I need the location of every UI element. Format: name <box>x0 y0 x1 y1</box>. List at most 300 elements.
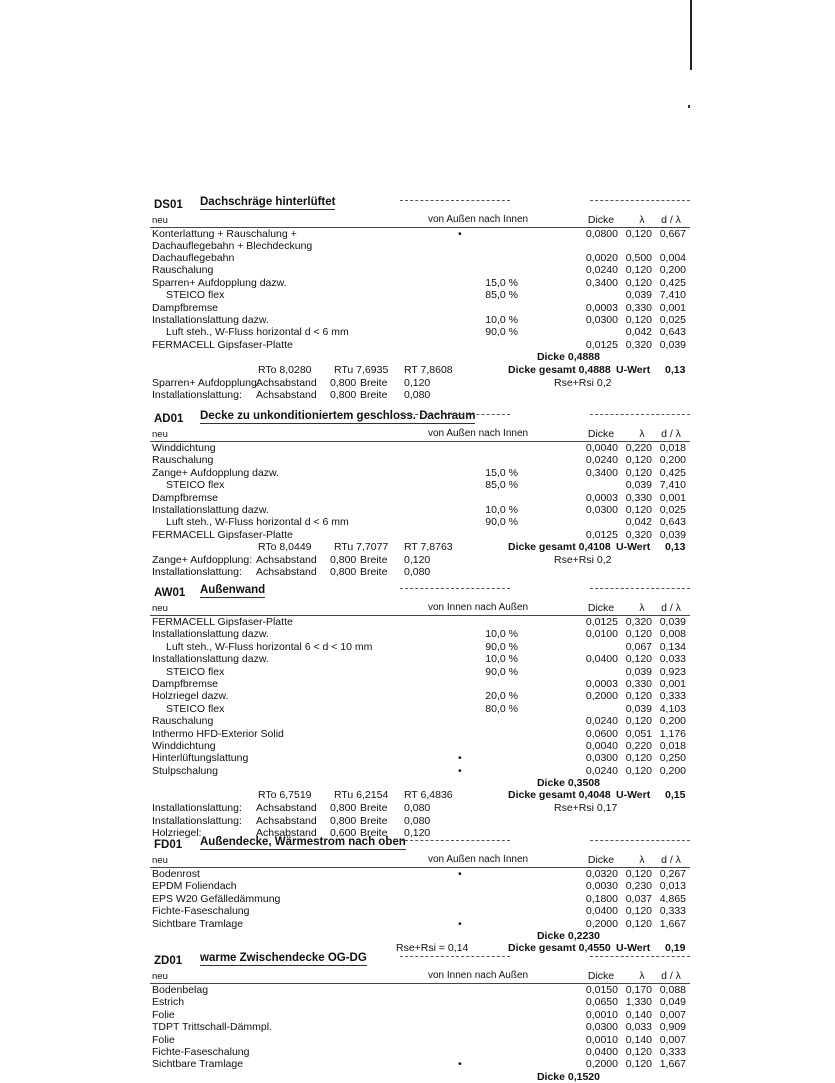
layer-thickness: 0,0125 <box>585 616 618 628</box>
layer-thickness: 0,0300 <box>585 503 618 516</box>
spacing-type: Achsabstand <box>256 388 317 401</box>
layer-thickness: 0,0600 <box>585 727 618 740</box>
layer-lambda: 0,039 <box>625 665 652 678</box>
column-header-row <box>150 970 690 984</box>
spacing-a: 0,800 <box>330 376 357 389</box>
layer-lambda: 0,330 <box>625 301 652 314</box>
section-code: AW01 <box>154 587 186 599</box>
header-thickness: Dicke <box>587 428 615 440</box>
layer-percent: 10,0 % <box>485 628 518 641</box>
column-header-row <box>150 214 690 228</box>
rt-value: RT 6,4836 <box>404 789 453 802</box>
layer-percent: 10,0 % <box>485 313 518 326</box>
layer-name: FERMACELL Gipsfaser-Platte <box>152 616 293 628</box>
layer-ratio: 0,333 <box>659 905 686 918</box>
layer-ratio: 1,667 <box>659 1058 686 1071</box>
layer-percent: 90,0 % <box>485 326 518 339</box>
layer-name: Winddichtung <box>152 442 216 454</box>
rto-value: RTo 8,0280 <box>258 363 312 376</box>
u-value: 0,13 <box>665 363 686 376</box>
layer-name: Konterlattung + Rauschalung + Dachauflegebahn + Blechdeckung <box>152 228 313 252</box>
layer-ratio: 0,200 <box>659 264 686 277</box>
dashed-rule <box>590 840 690 841</box>
layer-name: Rauschalung <box>152 715 214 728</box>
layer-thickness: 0,0125 <box>585 338 618 351</box>
layer-thickness: 0,2000 <box>585 1058 618 1071</box>
header-lambda: λ <box>639 854 645 866</box>
section-title-row <box>150 584 690 602</box>
layer-lambda: 0,067 <box>625 640 652 653</box>
u-value-label: U-Wert <box>616 942 651 955</box>
layer-row <box>150 1046 690 1058</box>
section-title-row <box>150 952 690 970</box>
layer-percent: 10,0 % <box>485 653 518 666</box>
layer-name: Hinterlüftungslattung <box>152 752 249 765</box>
header-ratio: d / λ <box>661 970 681 982</box>
spacing-w: 0,080 <box>404 802 431 815</box>
layer-lambda: 0,120 <box>625 628 652 641</box>
layer-row <box>150 277 690 289</box>
layer-thickness: 0,0020 <box>585 252 618 264</box>
spacing-row <box>150 389 690 401</box>
layer-lambda: 0,320 <box>625 338 652 351</box>
thickness-subtotal: Dicke 0,3508 <box>536 777 600 790</box>
layer-row <box>150 616 690 628</box>
layer-name: Estrich <box>152 996 185 1009</box>
layer-thickness: 0,0030 <box>585 880 618 893</box>
layer-lambda: 1,330 <box>625 996 652 1009</box>
layer-name: Bodenrost <box>152 868 200 880</box>
layer-name: Luft steh., W-Fluss horizontal 6 < d < 10 mm <box>166 640 373 653</box>
layer-row <box>150 467 690 479</box>
layer-row <box>150 678 690 690</box>
spacing-row <box>150 566 690 578</box>
layer-name: Inthermo HFD-Exterior Solid <box>152 727 284 740</box>
layer-mark: • <box>458 228 462 240</box>
direction-label: von Außen nach Innen <box>428 854 529 865</box>
rto-value: RTo 8,0449 <box>258 541 312 554</box>
thickness-subtotal-row <box>150 777 690 789</box>
layer-name: Installationslattung dazw. <box>152 628 269 641</box>
total-thickness: Dicke gesamt 0,4048 <box>508 789 611 802</box>
layer-ratio: 4,103 <box>659 702 686 715</box>
header-thickness: Dicke <box>587 214 615 226</box>
layer-lambda: 0,220 <box>625 442 652 454</box>
layer-row <box>150 641 690 653</box>
layer-name: Fichte-Faseschalung <box>152 1045 250 1058</box>
layer-name: Rauschalung <box>152 264 214 277</box>
layer-row <box>150 339 690 351</box>
layer-row <box>150 326 690 338</box>
thickness-subtotal: Dicke 0,4888 <box>536 351 600 364</box>
section-subtitle: neu <box>152 215 168 226</box>
layer-ratio: 0,643 <box>659 516 686 529</box>
dashed-rule <box>400 956 510 957</box>
spacing-a: 0,800 <box>330 814 357 827</box>
header-lambda: λ <box>639 214 645 226</box>
layer-thickness: 0,0040 <box>585 442 618 454</box>
layer-lambda: 0,120 <box>625 653 652 666</box>
layer-ratio: 0,001 <box>659 677 686 690</box>
layer-percent: 90,0 % <box>485 640 518 653</box>
layer-lambda: 0,120 <box>625 905 652 918</box>
dashed-rule <box>590 200 690 201</box>
layer-percent: 85,0 % <box>485 289 518 302</box>
spacing-label: Holzriegel: <box>152 826 202 839</box>
column-header-row <box>150 428 690 442</box>
direction-label: von Außen nach Innen <box>428 428 529 439</box>
layer-row <box>150 516 690 528</box>
dashed-rule <box>590 414 690 415</box>
spacing-b: Breite <box>360 566 388 579</box>
layer-row <box>150 454 690 466</box>
header-ratio: d / λ <box>661 214 681 226</box>
rt-value: RT 7,8608 <box>404 363 453 376</box>
layer-name: Dampfbremse <box>152 301 218 314</box>
layer-name: Luft steh., W-Fluss horizontal d < 6 mm <box>166 326 349 339</box>
layer-percent: 90,0 % <box>485 516 518 529</box>
layer-lambda: 0,039 <box>625 702 652 715</box>
layer-row <box>150 653 690 665</box>
layer-lambda: 0,330 <box>625 677 652 690</box>
section-code: AD01 <box>154 413 184 425</box>
spacing-row <box>150 554 690 566</box>
layer-lambda: 0,120 <box>625 313 652 326</box>
layer-row <box>150 264 690 276</box>
layer-lambda: 0,330 <box>625 491 652 504</box>
layer-ratio: 0,013 <box>659 880 686 893</box>
layer-lambda: 0,120 <box>625 764 652 777</box>
layer-percent: 20,0 % <box>485 690 518 703</box>
layer-lambda: 0,120 <box>625 276 652 289</box>
layer-lambda: 0,120 <box>625 454 652 467</box>
layer-ratio: 0,039 <box>659 616 686 628</box>
layer-lambda: 0,120 <box>625 228 652 240</box>
layer-ratio: 0,039 <box>659 528 686 541</box>
layer-lambda: 0,033 <box>625 1021 652 1034</box>
layer-mark: • <box>458 752 462 765</box>
u-value-label: U-Wert <box>616 789 651 802</box>
layer-ratio: 0,134 <box>659 640 686 653</box>
layer-ratio: 0,001 <box>659 301 686 314</box>
layer-percent: 15,0 % <box>485 276 518 289</box>
rtu-value: RTu 6,2154 <box>334 789 389 802</box>
layer-thickness: 0,0650 <box>585 996 618 1009</box>
layer-ratio: 0,200 <box>659 764 686 777</box>
layer-name: Sichtbare Tramlage <box>152 1058 244 1071</box>
spacing-w: 0,120 <box>404 376 431 389</box>
section-title-row <box>150 410 690 428</box>
layer-row <box>150 479 690 491</box>
layer-ratio: 0,049 <box>659 996 686 1009</box>
section-ad01 <box>150 410 690 579</box>
spacing-a: 0,800 <box>330 554 357 567</box>
layer-thickness: 0,1800 <box>585 892 618 905</box>
layer-row <box>150 442 690 454</box>
layer-lambda: 0,230 <box>625 880 652 893</box>
spacing-b: Breite <box>360 388 388 401</box>
thickness-subtotal: Dicke 0,1520 <box>536 1070 600 1083</box>
layer-thickness: 0,3400 <box>585 276 618 289</box>
layer-lambda: 0,170 <box>625 984 652 996</box>
layer-name: Dampfbremse <box>152 677 218 690</box>
section-subtitle: neu <box>152 429 168 440</box>
spacing-b: Breite <box>360 376 388 389</box>
layer-row <box>150 880 690 892</box>
layer-percent: 15,0 % <box>485 466 518 479</box>
layer-percent: 85,0 % <box>485 479 518 492</box>
section-title: Außendecke, Wärmestrom nach oben <box>200 836 406 848</box>
layer-row <box>150 996 690 1008</box>
layer-name: Stulpschalung <box>152 764 218 777</box>
layer-lambda: 0,120 <box>625 264 652 277</box>
rse-rsi-value: Rse+Rsi 0,17 <box>554 802 618 815</box>
thickness-subtotal-row <box>150 1071 690 1083</box>
layer-ratio: 0,425 <box>659 466 686 479</box>
spacing-w: 0,080 <box>404 388 431 401</box>
spacing-a: 0,600 <box>330 826 357 839</box>
layer-ratio: 0,007 <box>659 1008 686 1021</box>
section-subtitle: neu <box>152 855 168 866</box>
layer-percent: 90,0 % <box>485 665 518 678</box>
section-aw01 <box>150 584 690 839</box>
resistance-row <box>150 364 690 377</box>
layer-lambda: 0,500 <box>625 252 652 264</box>
section-subtitle: neu <box>152 603 168 614</box>
layer-thickness: 0,0800 <box>585 228 618 240</box>
total-thickness: Dicke gesamt 0,4888 <box>508 363 611 376</box>
layer-thickness: 0,0300 <box>585 752 618 765</box>
layer-row <box>150 715 690 727</box>
layer-row <box>150 984 690 996</box>
layer-thickness: 0,0240 <box>585 264 618 277</box>
layer-mark: • <box>458 1058 462 1071</box>
layer-ratio: 0,039 <box>659 338 686 351</box>
layer-row <box>150 628 690 640</box>
layer-thickness: 0,3400 <box>585 466 618 479</box>
thickness-subtotal-row <box>150 351 690 363</box>
header-thickness: Dicke <box>587 602 615 614</box>
layer-name: Holzriegel dazw. <box>152 690 229 703</box>
layer-row <box>150 492 690 504</box>
spacing-label: Zange+ Aufdopplung: <box>152 554 253 567</box>
layer-ratio: 0,008 <box>659 628 686 641</box>
spacing-w: 0,120 <box>404 554 431 567</box>
layer-name: FERMACELL Gipsfaser-Platte <box>152 528 293 541</box>
layer-thickness: 0,0240 <box>585 454 618 467</box>
section-title: Außenwand <box>200 584 266 596</box>
header-ratio: d / λ <box>661 854 681 866</box>
layer-thickness: 0,0300 <box>585 1021 618 1034</box>
layer-row <box>150 289 690 301</box>
section-fd01 <box>150 836 690 955</box>
section-code: FD01 <box>154 839 183 851</box>
spacing-label: Sparren+ Aufdopplung: <box>152 376 260 389</box>
layer-ratio: 1,667 <box>659 917 686 930</box>
dashed-rule <box>400 840 510 841</box>
layer-row <box>150 893 690 905</box>
scan-edge-mark <box>690 0 692 70</box>
header-thickness: Dicke <box>587 854 615 866</box>
layer-lambda: 0,120 <box>625 1045 652 1058</box>
layer-ratio: 0,033 <box>659 653 686 666</box>
layer-row <box>150 504 690 516</box>
section-ds01 <box>150 196 690 401</box>
layer-thickness: 0,0240 <box>585 715 618 728</box>
layer-row <box>150 302 690 314</box>
u-value: 0,19 <box>665 942 686 955</box>
spacing-w: 0,080 <box>404 814 431 827</box>
layer-row <box>150 765 690 777</box>
layer-name: Winddichtung <box>152 739 216 752</box>
spacing-a: 0,800 <box>330 566 357 579</box>
layer-ratio: 0,001 <box>659 491 686 504</box>
layer-thickness: 0,0125 <box>585 528 618 541</box>
layer-thickness: 0,0010 <box>585 1008 618 1021</box>
layer-ratio: 0,333 <box>659 1045 686 1058</box>
layer-name: Installationslattung dazw. <box>152 653 269 666</box>
layer-ratio: 0,425 <box>659 276 686 289</box>
direction-label: von Innen nach Außen <box>428 970 529 981</box>
section-zd01 <box>150 952 690 1083</box>
layer-row <box>150 728 690 740</box>
layer-percent: 80,0 % <box>485 702 518 715</box>
layer-ratio: 0,018 <box>659 739 686 752</box>
layer-lambda: 0,140 <box>625 1008 652 1021</box>
spacing-type: Achsabstand <box>256 802 317 815</box>
layer-row <box>150 529 690 541</box>
layer-ratio: 0,025 <box>659 313 686 326</box>
spacing-a: 0,800 <box>330 802 357 815</box>
layer-lambda: 0,120 <box>625 715 652 728</box>
layer-row <box>150 868 690 880</box>
header-thickness: Dicke <box>587 970 615 982</box>
layer-name: EPS W20 Gefälledämmung <box>152 892 281 905</box>
header-lambda: λ <box>639 970 645 982</box>
section-title: Dachschräge hinterlüftet <box>200 196 336 208</box>
layer-lambda: 0,039 <box>625 479 652 492</box>
layer-row <box>150 740 690 752</box>
layer-name: FERMACELL Gipsfaser-Platte <box>152 338 293 351</box>
section-code: DS01 <box>154 199 183 211</box>
u-value-label: U-Wert <box>616 363 651 376</box>
layer-ratio: 0,667 <box>659 228 686 240</box>
layer-name: Luft steh., W-Fluss horizontal d < 6 mm <box>166 516 349 529</box>
layer-row <box>150 752 690 764</box>
spacing-type: Achsabstand <box>256 566 317 579</box>
layer-lambda: 0,120 <box>625 1058 652 1071</box>
spacing-type: Achsabstand <box>256 554 317 567</box>
layer-ratio: 0,643 <box>659 326 686 339</box>
resistance-row <box>150 789 690 802</box>
layer-lambda: 0,120 <box>625 466 652 479</box>
u-value-label: U-Wert <box>616 541 651 554</box>
layer-row <box>150 252 690 264</box>
layer-row <box>150 314 690 326</box>
thickness-subtotal: Dicke 0,2230 <box>536 929 600 942</box>
layer-ratio: 0,250 <box>659 752 686 765</box>
layer-thickness: 0,0100 <box>585 628 618 641</box>
layer-thickness: 0,0150 <box>585 984 618 996</box>
layer-thickness: 0,2000 <box>585 917 618 930</box>
layer-lambda: 0,042 <box>625 516 652 529</box>
layer-name: Bodenbelag <box>152 984 209 996</box>
layer-percent: 10,0 % <box>485 503 518 516</box>
spacing-w: 0,080 <box>404 566 431 579</box>
layer-lambda: 0,037 <box>625 892 652 905</box>
layer-ratio: 0,923 <box>659 665 686 678</box>
layer-name: Sichtbare Tramlage <box>152 917 244 930</box>
spacing-b: Breite <box>360 554 388 567</box>
layer-name: Dachauflegebahn <box>152 252 235 264</box>
scan-dot-mark <box>688 105 690 108</box>
layer-lambda: 0,220 <box>625 739 652 752</box>
column-header-row <box>150 602 690 616</box>
rse-rsi-value: Rse+Rsi 0,2 <box>554 376 612 389</box>
section-title: warme Zwischendecke OG-DG <box>200 952 367 964</box>
layer-thickness: 0,0003 <box>585 677 618 690</box>
layer-name: STEICO flex <box>166 665 225 678</box>
header-lambda: λ <box>639 428 645 440</box>
layer-ratio: 0,025 <box>659 503 686 516</box>
u-value: 0,13 <box>665 541 686 554</box>
layer-lambda: 0,120 <box>625 868 652 880</box>
layer-row <box>150 666 690 678</box>
spacing-type: Achsabstand <box>256 826 317 839</box>
dashed-rule <box>400 414 510 415</box>
total-thickness: Dicke gesamt 0,4108 <box>508 541 611 554</box>
layer-name: STEICO flex <box>166 702 225 715</box>
rtu-value: RTu 7,7077 <box>334 541 389 554</box>
layer-thickness: 0,2000 <box>585 690 618 703</box>
spacing-a: 0,800 <box>330 388 357 401</box>
layer-name: STEICO flex <box>166 289 225 302</box>
layer-lambda: 0,120 <box>625 503 652 516</box>
spacing-label: Installationslattung: <box>152 802 242 815</box>
layer-thickness: 0,0300 <box>585 313 618 326</box>
spacing-type: Achsabstand <box>256 814 317 827</box>
spacing-row <box>150 815 690 827</box>
layer-ratio: 0,333 <box>659 690 686 703</box>
layer-mark: • <box>458 917 462 930</box>
layer-row <box>150 228 690 252</box>
layer-row <box>150 1058 690 1070</box>
header-lambda: λ <box>639 602 645 614</box>
spacing-label: Installationslattung: <box>152 566 242 579</box>
spacing-type: Achsabstand <box>256 376 317 389</box>
layer-name: Installationslattung dazw. <box>152 313 269 326</box>
layer-name: Zange+ Aufdopplung dazw. <box>152 466 279 479</box>
layer-ratio: 0,200 <box>659 454 686 467</box>
rse-rsi-value: Rse+Rsi = 0,14 <box>396 942 469 955</box>
layer-ratio: 0,909 <box>659 1021 686 1034</box>
layer-ratio: 7,410 <box>659 479 686 492</box>
layer-lambda: 0,039 <box>625 289 652 302</box>
layer-lambda: 0,120 <box>625 690 652 703</box>
layer-row <box>150 703 690 715</box>
layer-name: EPDM Foliendach <box>152 880 237 893</box>
layer-row <box>150 905 690 917</box>
layer-thickness: 0,0003 <box>585 301 618 314</box>
layer-name: Dampfbremse <box>152 491 218 504</box>
column-header-row <box>150 854 690 868</box>
spacing-label: Installationslattung: <box>152 814 242 827</box>
layer-ratio: 7,410 <box>659 289 686 302</box>
layer-name: Installationslattung dazw. <box>152 503 269 516</box>
dashed-rule <box>400 588 510 589</box>
dashed-rule <box>590 956 690 957</box>
layer-row <box>150 918 690 930</box>
